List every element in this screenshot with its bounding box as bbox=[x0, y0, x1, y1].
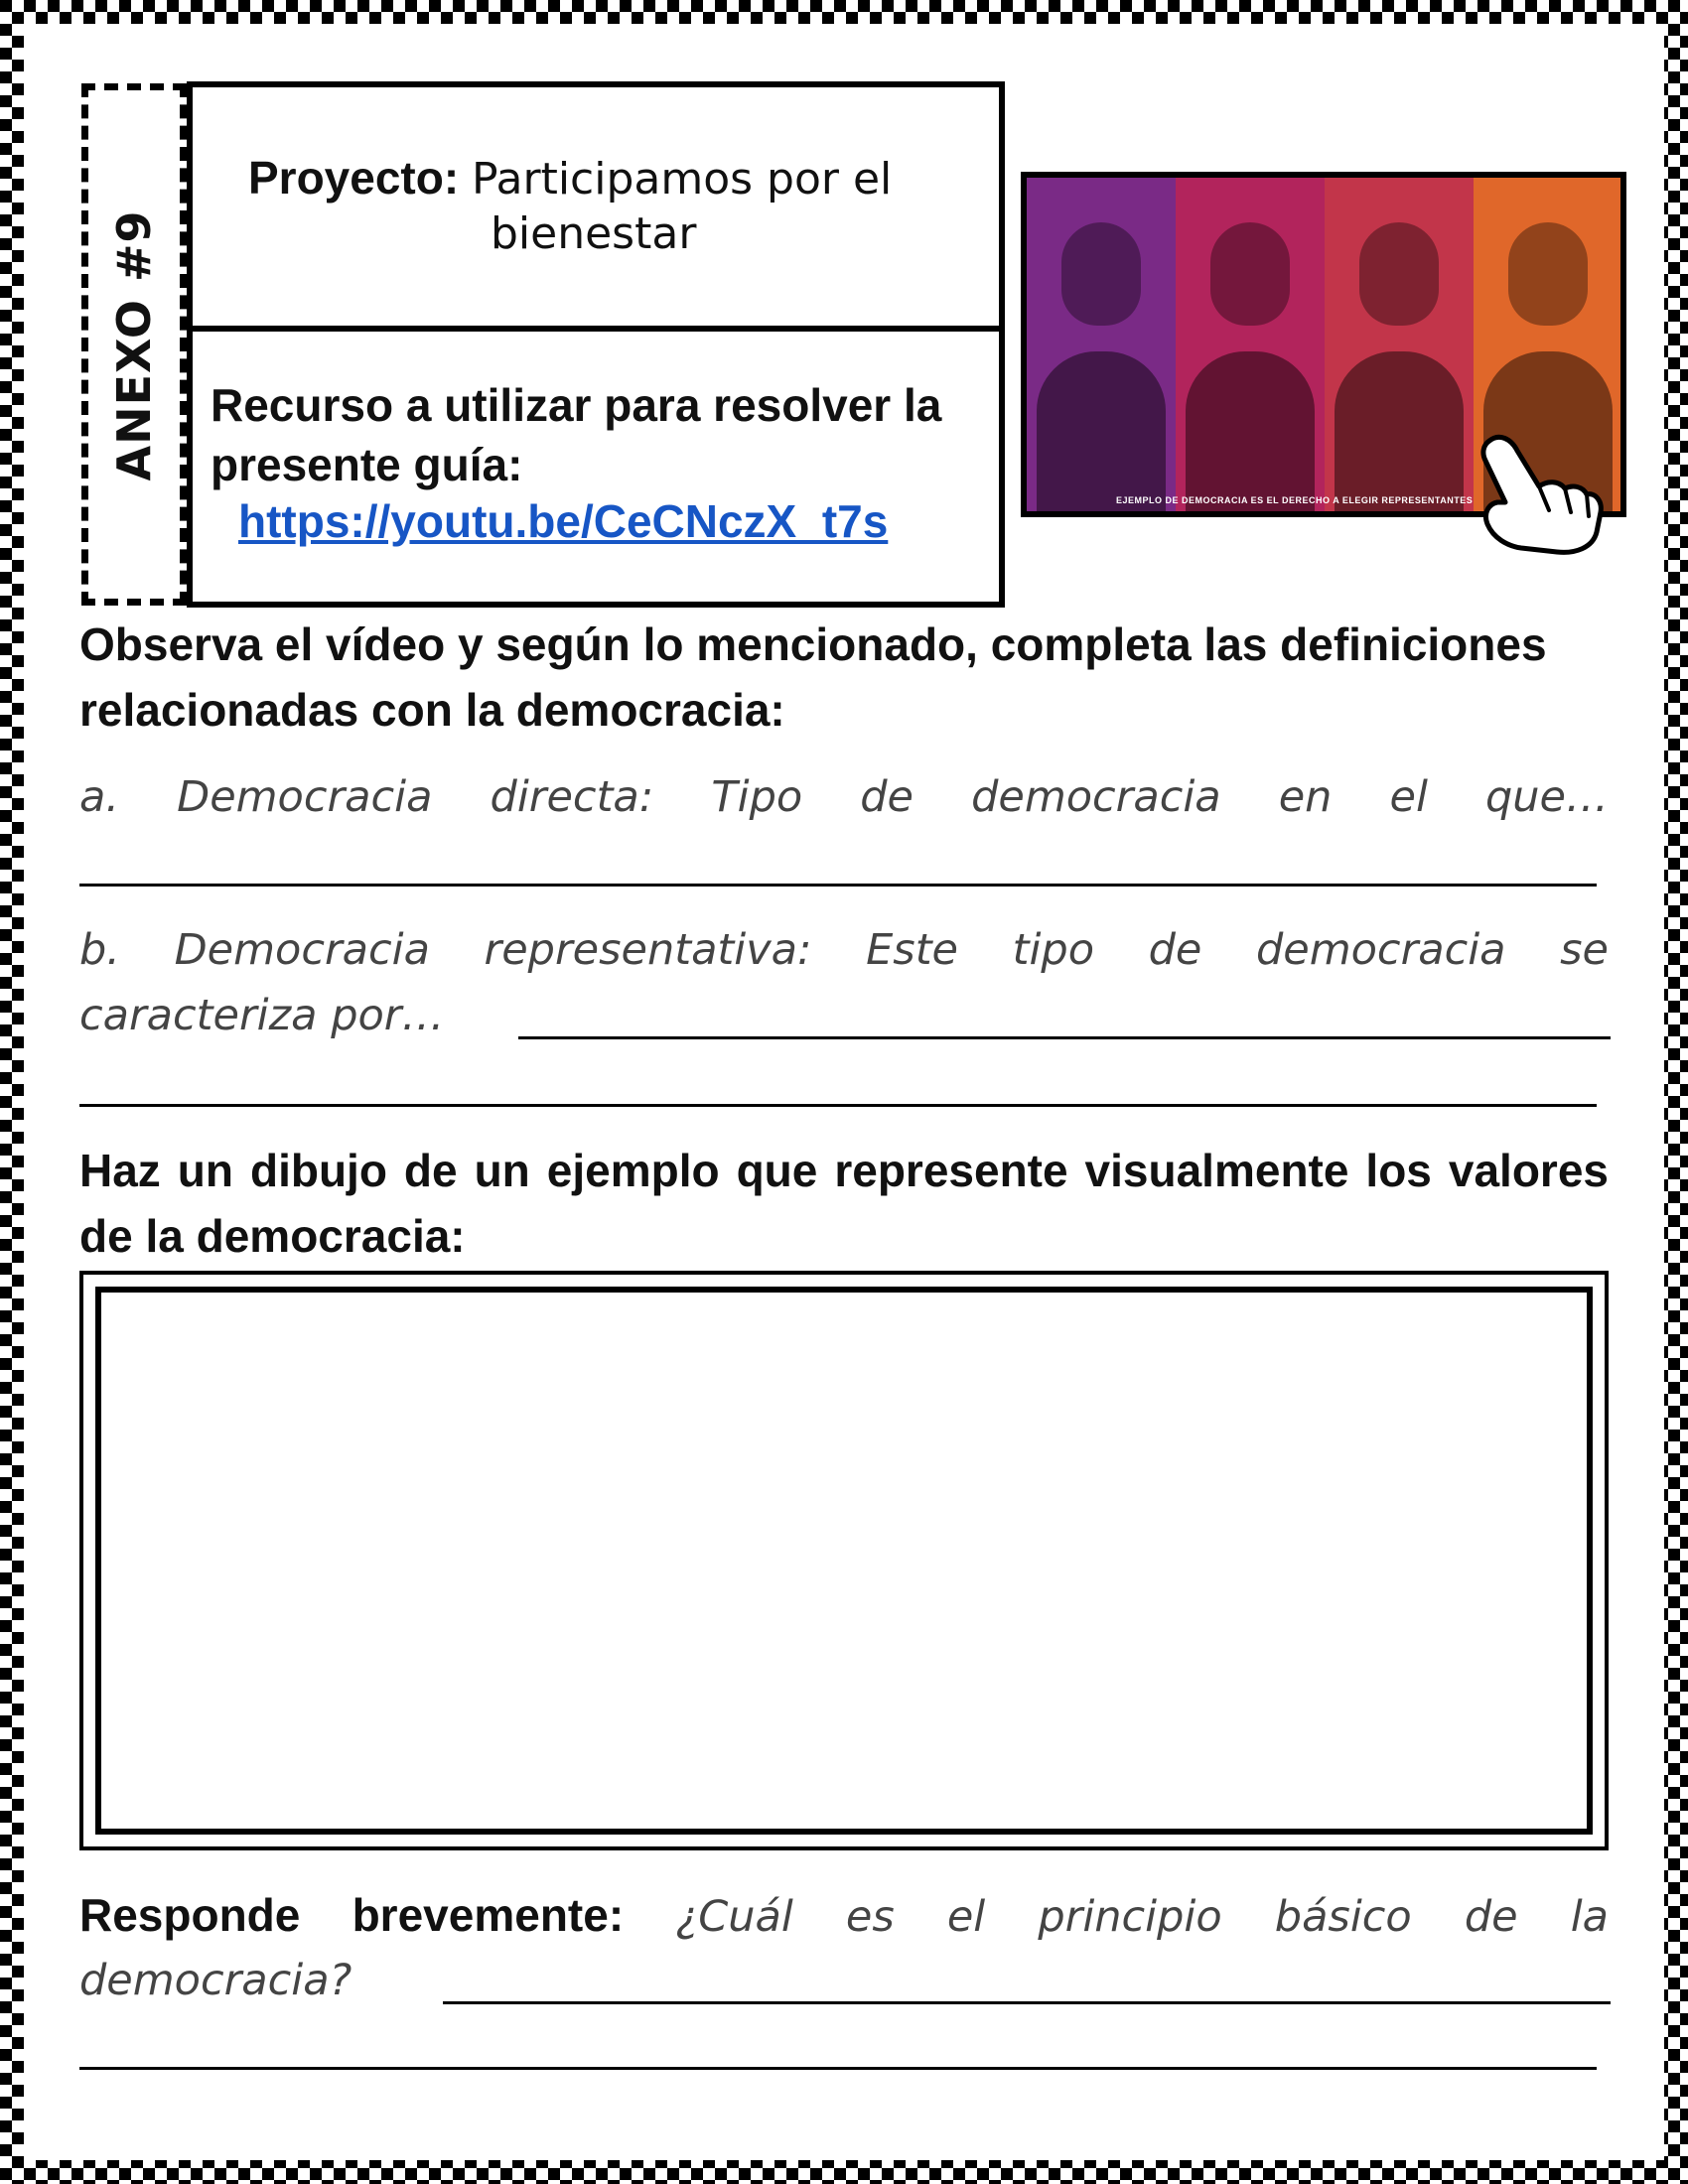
respond-key: Responde brevemente: bbox=[79, 1889, 625, 1941]
project-key: Proyecto: bbox=[248, 152, 460, 204]
header-divider bbox=[193, 326, 999, 332]
item-direct-democracy: a. Democracia directa: Tipo de democracia en el que… bbox=[79, 772, 1609, 822]
instruction-definitions: Observa el vídeo y según lo mencionado, completa las definiciones relacionadas con la democracia: bbox=[79, 618, 1547, 736]
respond-question: ¿Cuál es el principio básico de la bbox=[675, 1892, 1609, 1942]
pointing-hand-icon bbox=[1477, 429, 1607, 558]
instruction-drawing: Haz un dibujo de un ejemplo que represente visualmente los valores de la democracia: bbox=[79, 1145, 1609, 1262]
photo-panel bbox=[1325, 178, 1474, 511]
project-line bbox=[248, 149, 892, 208]
project-value: Participamos por el bbox=[471, 154, 893, 205]
answer-line[interactable] bbox=[79, 1104, 1597, 1107]
project-value-continued: bienestar bbox=[491, 208, 697, 259]
photo-panel bbox=[1027, 178, 1176, 511]
header-box bbox=[187, 81, 1005, 608]
answer-line[interactable] bbox=[79, 2067, 1597, 2070]
drawing-area[interactable] bbox=[79, 1271, 1609, 1850]
resource-link[interactable]: https://youtu.be/CeCNczX_t7s bbox=[238, 495, 889, 547]
resource-text: Recurso a utilizar para resolver la presente guía: bbox=[211, 379, 942, 490]
annex-label: ANEXO #9 bbox=[107, 209, 161, 481]
answer-line[interactable] bbox=[518, 1036, 1611, 1039]
item-representative-democracy: b. Democracia representativa: Este tipo de democracia se bbox=[79, 925, 1609, 975]
item-representative-democracy-continued: caracteriza por… bbox=[79, 991, 445, 1040]
photo-panel bbox=[1176, 178, 1325, 511]
drawing-area-inner-border bbox=[95, 1287, 1593, 1835]
photo-caption: EJEMPLO DE DEMOCRACIA ES EL DERECHO A ELEGIR REPRESENTANTES bbox=[1116, 495, 1474, 505]
answer-line[interactable] bbox=[443, 2001, 1611, 2004]
answer-line[interactable] bbox=[79, 884, 1597, 887]
respond-question-continued: democracia? bbox=[79, 1956, 352, 2005]
respond-prompt bbox=[79, 1882, 1609, 1950]
